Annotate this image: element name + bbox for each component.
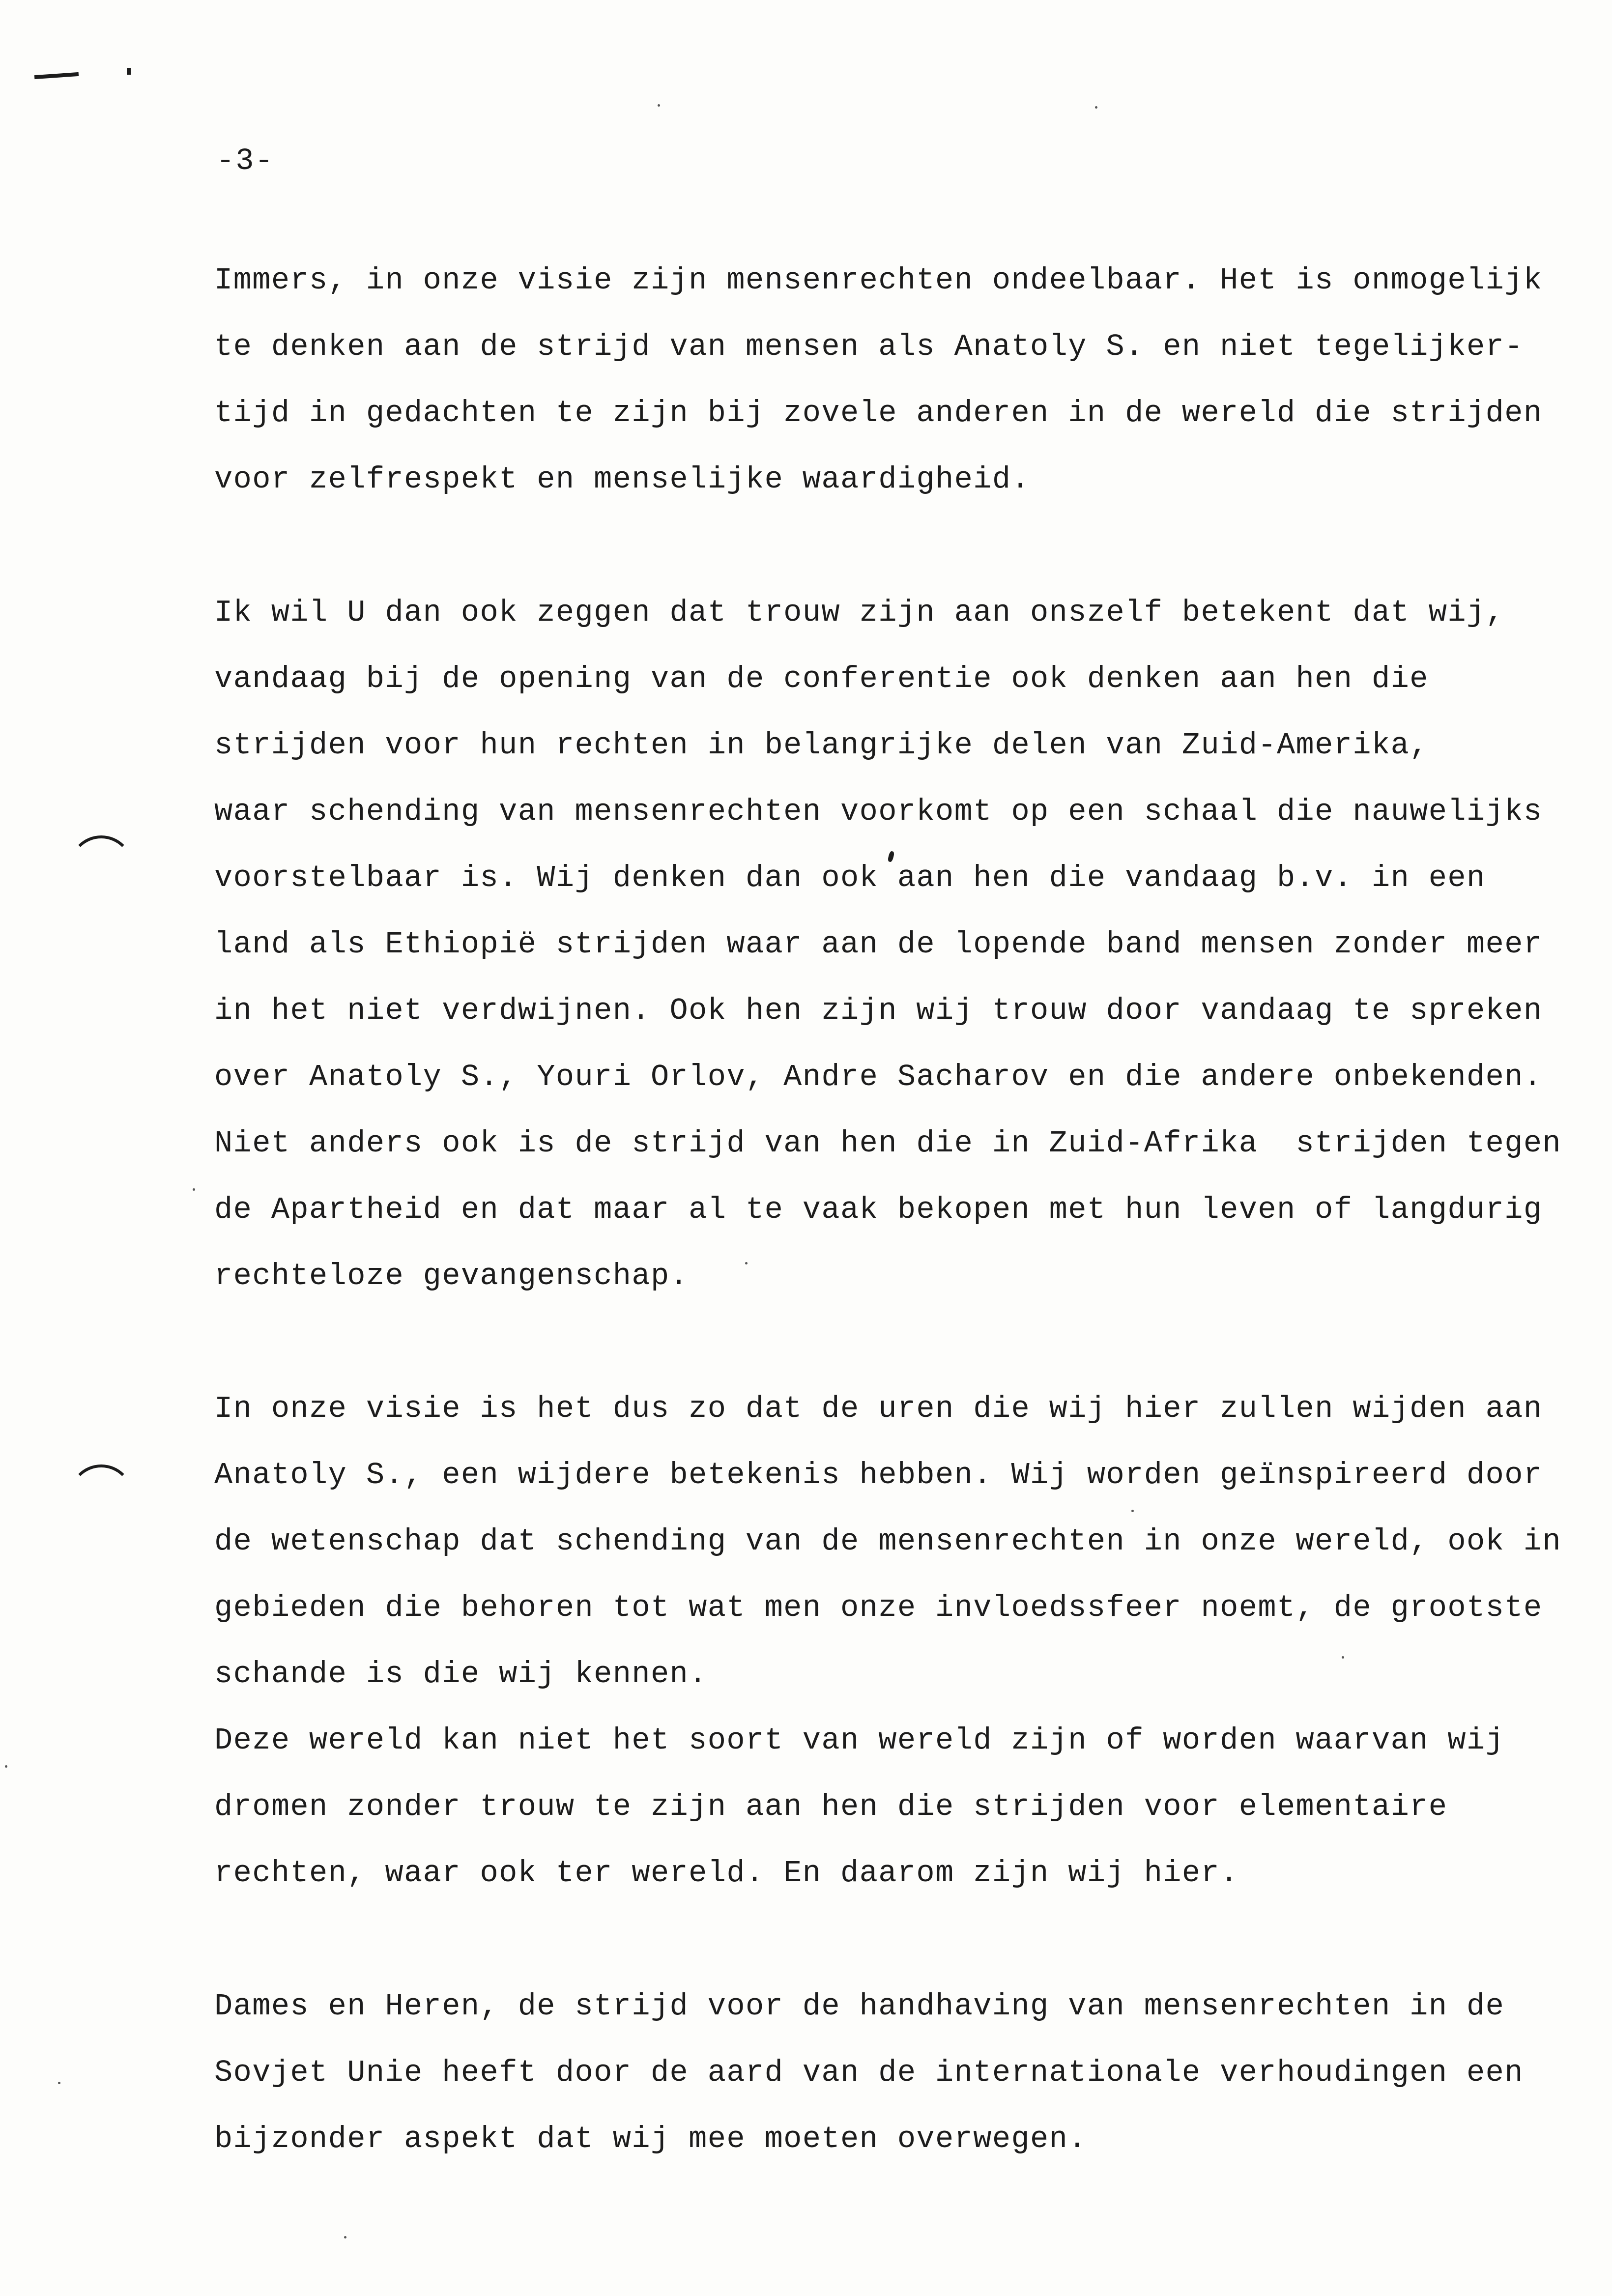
paragraph-2 <box>214 598 1612 1305</box>
text-line: waar schending van mensenrechten voorkomt op een schaal die nauwelijks <box>214 794 1543 829</box>
text-line: Ik wil U dan ook zeggen dat trouw zijn aan onszelf betekent dat wij, <box>214 598 1505 630</box>
scan-speck <box>5 1765 7 1768</box>
paragraph-4 <box>214 1991 1612 2168</box>
scan-speck <box>58 2082 60 2084</box>
text-line: vandaag bij de opening van de conferentie ook denken aan hen die <box>214 661 1429 696</box>
scan-speck <box>1095 106 1097 109</box>
text-line: In onze visie is het dus zo dat de uren die wij hier zullen wijden aan <box>214 1394 1543 1426</box>
paragraph-3 <box>214 1394 1612 1920</box>
text-line: de wetenschap dat schending van de mensenrechten in onze wereld, ook in <box>214 1524 1562 1559</box>
text-line: over Anatoly S., Youri Orlov, Andre Sacharov en die andere onbekenden. <box>214 1060 1543 1094</box>
text-line: schande is die wij kennen. <box>214 1657 708 1692</box>
text-line: dromen zonder trouw te zijn aan hen die strijden voor elementaire <box>214 1789 1448 1824</box>
scan-mark <box>127 68 131 75</box>
paragraph-1 <box>214 265 1612 501</box>
text-line: te denken aan de strijd van mensen als Anatoly S. en niet tegelijker- <box>214 329 1524 364</box>
text-line: Anatoly S., een wijdere betekenis hebben. Wij worden geïnspireerd door <box>214 1458 1543 1492</box>
text-line: Deze wereld kan niet het soort van wereld zijn of worden waarvan wij <box>214 1723 1505 1758</box>
text-line: in het niet verdwijnen. Ook hen zijn wij trouw door vandaag te spreken <box>214 993 1543 1028</box>
text-line: de Apartheid en dat maar al te vaak bekopen met hun leven of langdurig <box>214 1192 1543 1227</box>
scan-speck <box>658 104 660 107</box>
text-line: Sovjet Unie heeft door de aard van de internationale verhoudingen een <box>214 2055 1524 2090</box>
text-line: voor zelfrespekt en menselijke waardigheid. <box>214 462 1031 497</box>
scan-speck <box>193 1188 195 1191</box>
punch-hole-mark <box>69 1464 134 1529</box>
scan-speck <box>344 2236 346 2239</box>
text-line: gebieden die behoren tot wat men onze invloedssfeer noemt, de grootste <box>214 1590 1543 1625</box>
text-line: Dames en Heren, de strijd voor de handhaving van mensenrechten in de <box>214 1991 1505 2024</box>
page-number: -3- <box>216 144 274 178</box>
text-line: Niet anders ook is de strijd van hen die in Zuid-Afrika strijden tegen <box>214 1126 1562 1161</box>
text-line: rechteloze gevangenschap. <box>214 1259 689 1293</box>
text-line: land als Ethiopië strijden waar aan de lopende band mensen zonder meer <box>214 927 1543 962</box>
text-line: voorstelbaar is. Wij denken dan ook aan hen die vandaag b.v. in een <box>214 861 1486 895</box>
text-line: tijd in gedachten te zijn bij zovele anderen in de wereld die strijden <box>214 396 1543 430</box>
text-line: strijden voor hun rechten in belangrijke delen van Zuid-Amerika, <box>214 728 1429 763</box>
text-line: Immers, in onze visie zijn mensenrechten ondeelbaar. Het is onmogelijk <box>214 265 1543 298</box>
punch-hole-mark <box>69 835 134 900</box>
text-line: bijzonder aspekt dat wij mee moeten overwegen. <box>214 2122 1087 2156</box>
scan-mark <box>34 72 79 79</box>
text-line: rechten, waar ook ter wereld. En daarom zijn wij hier. <box>214 1856 1239 1891</box>
